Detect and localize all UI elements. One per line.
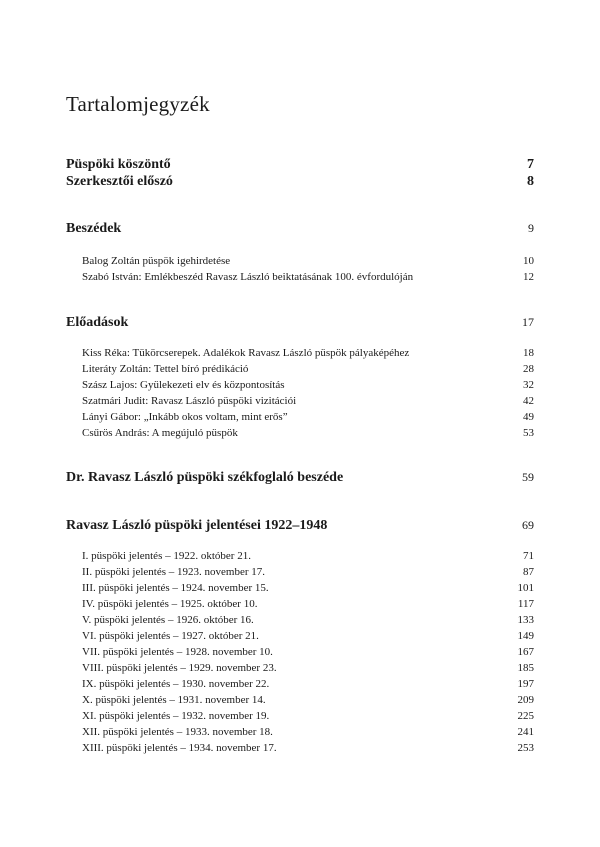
toc-entry-label: Literáty Zoltán: Tettel bíró prédikáció (82, 363, 249, 375)
toc-section-inaugural-speech (0, 470, 600, 488)
toc-entry-greeting (0, 157, 600, 175)
toc-entry-label: XI. püspöki jelentés – 1932. november 19. (82, 710, 270, 722)
section-label: Előadások (66, 315, 129, 330)
toc-page-number: 7 (527, 157, 534, 172)
toc-page-number: 253 (517, 742, 534, 754)
toc-entry (0, 271, 600, 289)
toc-page-number: 42 (523, 395, 534, 407)
toc-page-number: 49 (523, 411, 534, 423)
toc-entry-label: Lányi Gábor: „Inkább okos voltam, mint erős” (82, 411, 288, 423)
section-label: Dr. Ravasz László püspöki székfoglaló beszéde (66, 470, 344, 485)
toc-page-number: 12 (523, 271, 534, 283)
toc-entry-label: III. püspöki jelentés – 1924. november 15. (82, 582, 269, 594)
toc-entry-label: Szabó István: Emlékbeszéd Ravasz László beiktatásának 100. évfordulóján (82, 271, 414, 283)
toc-entry-label: X. püspöki jelentés – 1931. november 14. (82, 694, 266, 706)
toc-entry-label: Kiss Réka: Tükörcserepek. Adalékok Ravasz László püspök pályaképéhez (82, 347, 410, 359)
toc-page-number: 10 (523, 255, 534, 267)
toc-page-number: 59 (522, 470, 534, 484)
toc-entry-label: IV. püspöki jelentés – 1925. október 10. (82, 598, 258, 610)
toc-page-number: 133 (517, 614, 534, 626)
toc-page-number: 28 (523, 363, 534, 375)
section-label: Beszédek (66, 221, 122, 236)
toc-entry-label: V. püspöki jelentés – 1926. október 16. (82, 614, 254, 626)
toc-page-number: 87 (523, 566, 534, 578)
toc-entry-label: VII. püspöki jelentés – 1928. november 10. (82, 646, 273, 658)
toc-entry-label: I. püspöki jelentés – 1922. október 21. (82, 550, 251, 562)
toc-page-number: 9 (528, 221, 534, 235)
toc-entry (0, 742, 600, 760)
toc-page-number: 117 (517, 598, 534, 610)
toc-section-reports (0, 518, 600, 536)
toc-entry-label: XII. püspöki jelentés – 1933. november 18. (82, 726, 273, 738)
toc-page-number: 225 (517, 710, 534, 722)
toc-page-number: 149 (517, 630, 534, 642)
toc-section-speeches (0, 221, 600, 239)
toc-page-number: 185 (517, 662, 534, 674)
toc-page-number: 241 (517, 726, 534, 738)
toc-entry-label: VI. püspöki jelentés – 1927. október 21. (82, 630, 259, 642)
toc-entry-label: II. püspöki jelentés – 1923. november 17. (82, 566, 265, 578)
toc-page-number: 17 (522, 315, 534, 329)
toc-page-number: 101 (517, 582, 534, 594)
toc-entry-label: Szász Lajos: Gyülekezeti elv és központosítás (82, 379, 285, 391)
toc-page-number: 8 (527, 174, 534, 189)
toc-page-number: 32 (523, 379, 534, 391)
section-label: Ravasz László püspöki jelentései 1922–1948 (66, 518, 328, 533)
toc-section-lectures (0, 315, 600, 333)
toc-entry-label: Szerkesztői előszó (66, 174, 173, 189)
toc-entry-label: Csűrös András: A megújuló püspök (82, 427, 238, 439)
toc-page-number: 71 (523, 550, 534, 562)
toc-page-number: 167 (517, 646, 534, 658)
toc-entry-label: Püspöki köszöntő (66, 157, 171, 172)
toc-page-number: 209 (517, 694, 534, 706)
toc-entry (0, 427, 600, 445)
toc-page-number: 18 (523, 347, 534, 359)
toc-entry-preface (0, 174, 600, 192)
toc-entry-label: VIII. püspöki jelentés – 1929. november 23. (82, 662, 277, 674)
page-title: Tartalomjegyzék (66, 92, 210, 116)
toc-entry-label: IX. püspöki jelentés – 1930. november 22. (82, 678, 270, 690)
toc-page-number: 69 (522, 518, 534, 532)
toc-page-number: 197 (517, 678, 534, 690)
toc-entry-label: XIII. püspöki jelentés – 1934. november 17. (82, 742, 277, 754)
toc-entry-label: Szatmári Judit: Ravasz László püspöki vizitációi (82, 395, 297, 407)
toc-entry-label: Balog Zoltán püspök igehirdetése (82, 255, 231, 267)
toc-page-number: 53 (523, 427, 534, 439)
